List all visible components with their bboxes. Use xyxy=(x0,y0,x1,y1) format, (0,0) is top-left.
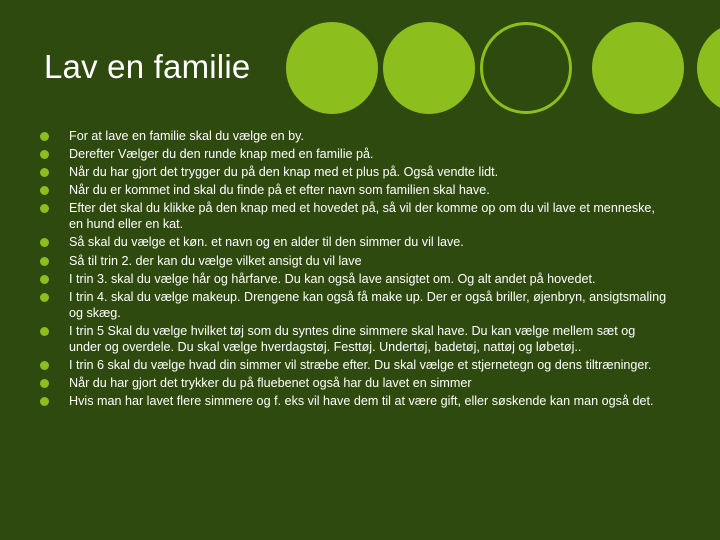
bullet-icon xyxy=(40,293,49,302)
bullet-text: I trin 5 Skal du vælge hvilket tøj som du syntes dine simmere skal have. Du kan vælge mellem sæt og under og overdele. Du skal vælge hverdagstøj. Festtøj. Undertøj, badetøj, nattøj og løbetøj.. xyxy=(69,323,636,354)
slide-title: Lav en familie xyxy=(44,48,251,85)
bullet-icon xyxy=(40,238,49,247)
bullet-item xyxy=(40,393,670,409)
bullet-item xyxy=(40,289,670,321)
bullet-icon xyxy=(40,397,49,406)
bullet-item xyxy=(40,182,670,198)
bullet-item xyxy=(40,234,670,250)
bullet-icon xyxy=(40,150,49,159)
bullet-text: Når du er kommet ind skal du finde på et efter navn som familien skal have. xyxy=(69,183,490,198)
bullet-item xyxy=(40,200,670,232)
decorative-circle-partial xyxy=(697,22,720,114)
bullet-icon xyxy=(40,379,49,388)
bullet-icon xyxy=(40,186,49,195)
bullet-text: Så skal du vælge et køn. et navn og en alder til den simmer du vil lave. xyxy=(69,235,464,250)
bullet-text: Hvis man har lavet flere simmere og f. eks vil have dem til at være gift, eller søskende kan man også det. xyxy=(69,394,654,409)
bullet-icon xyxy=(40,257,49,266)
bullet-icon xyxy=(40,275,49,284)
bullet-text: Når du har gjort det trygger du på den knap med et plus på. Også vendte lidt. xyxy=(69,165,499,180)
bullet-text: Når du har gjort det trykker du på fluebenet også har du lavet en simmer xyxy=(69,376,472,391)
bullet-icon xyxy=(40,132,49,141)
bullet-item xyxy=(40,271,670,287)
bullet-icon xyxy=(40,361,49,370)
bullet-text: Derefter Vælger du den runde knap med en familie på. xyxy=(69,147,374,162)
bullet-text: I trin 3. skal du vælge hår og hårfarve. Du kan også lave ansigtet om. Og alt andet på hovedet. xyxy=(69,271,596,286)
bullet-item xyxy=(40,375,670,391)
bullet-icon xyxy=(40,168,49,177)
bullet-item xyxy=(40,253,670,269)
decorative-circle xyxy=(286,22,378,114)
decorative-circle xyxy=(383,22,475,114)
bullet-text: For at lave en familie skal du vælge en by. xyxy=(69,129,304,143)
bullet-item xyxy=(40,164,670,180)
bullet-text: I trin 4. skal du vælge makeup. Drengene kan også få make up. Der er også briller, øjenbryn, ansigtsmaling og skæg. xyxy=(69,289,667,320)
bullet-text: I trin 6 skal du vælge hvad din simmer vil stræbe efter. Du skal vælge et stjernetegn og dens tiltræninger. xyxy=(69,357,652,372)
bullet-text: Efter det skal du klikke på den knap med et hovedet på, så vil der komme op om du vil lave et menneske, en hund eller en kat. xyxy=(69,201,655,232)
bullet-icon xyxy=(40,327,49,336)
bullet-item xyxy=(40,357,670,373)
bullet-text: Så til trin 2. der kan du vælge vilket ansigt du vil lave xyxy=(69,253,362,268)
decorative-ring xyxy=(480,22,572,114)
bullet-list xyxy=(40,128,670,409)
bullet-list-container xyxy=(40,128,670,411)
bullet-item xyxy=(40,323,670,355)
bullet-item xyxy=(40,128,670,144)
decorative-circle xyxy=(592,22,684,114)
bullet-item xyxy=(40,146,670,162)
bullet-icon xyxy=(40,204,49,213)
